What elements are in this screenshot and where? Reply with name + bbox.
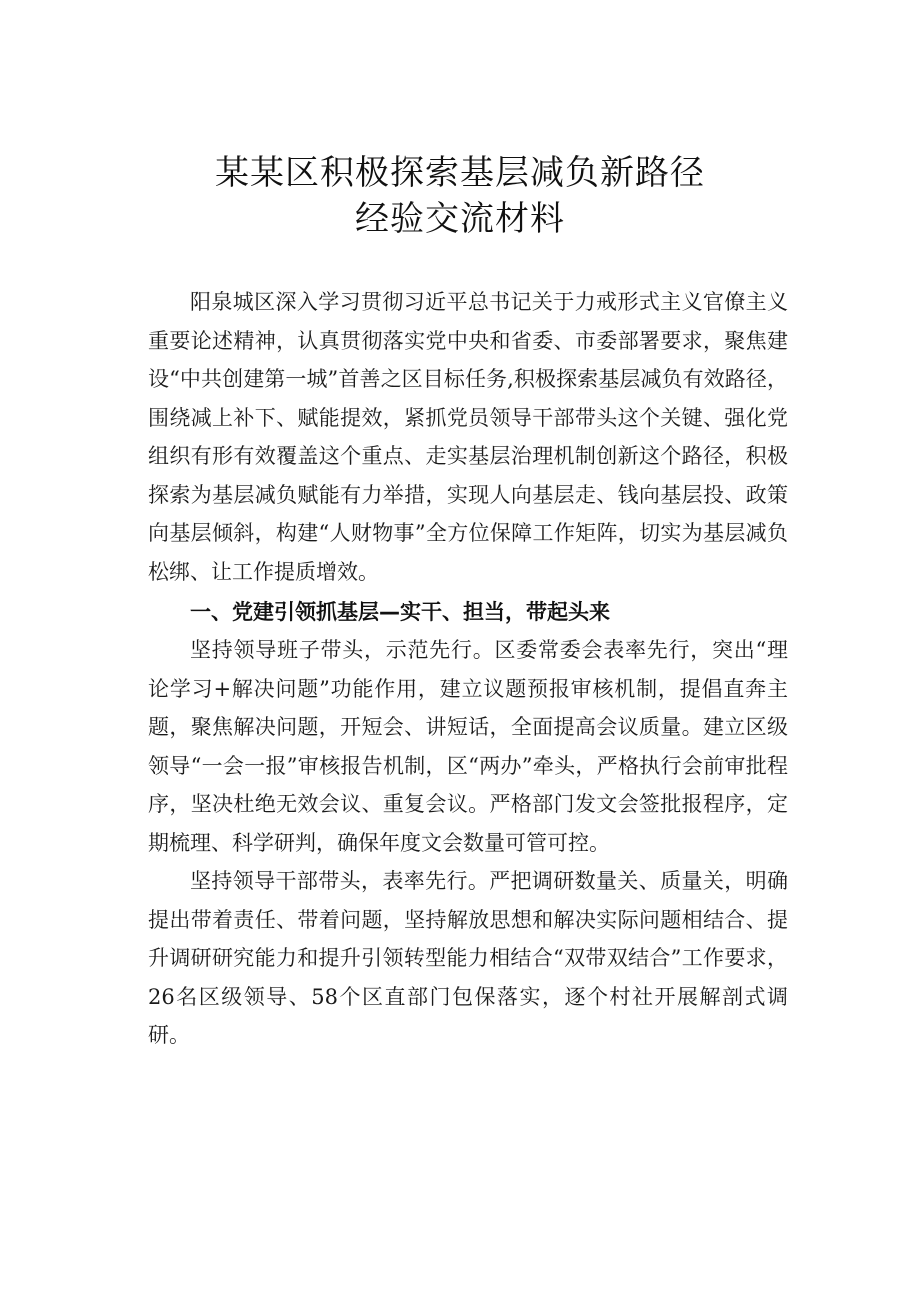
intro-paragraph: 阳泉城区深入学习贯彻习近平总书记关于力戒形式主义官僚主义重要论述精神，认真贯彻落实党中央和省委、市委部署要求，聚焦建设“中共创建第一城”首善之区目标任务,积极探索基层减负有效路径，围绕减上补下、赋能提效，紧抓党员领导干部带头这个关键、强化党组织有形有效覆盖这个重点、走实基层治理机制创新这个路径，积极探索为基层减负赋能有力举措，实现人向基层走、钱向基层投、政策向基层倾斜，构建“人财物事”全方位保障工作矩阵，切实为基层减负松绑、让工作提质增效。	[148, 290, 788, 584]
document-body	[148, 283, 788, 1055]
document-title	[0, 150, 920, 242]
title-line-2: 经验交流材料	[355, 199, 565, 239]
title-line-1: 某某区积极探索基层减负新路径	[215, 153, 705, 193]
section-1-paragraph-1: 坚持领导班子带头，示范先行。区委常委会表率先行，突出“理论学习+解决问题”功能作用，建立议题预报审核机制，提倡直奔主题，聚焦解决问题，开短会、讲短话，全面提高会议质量。建立区级领导“一会一报”审核报告机制，区“两办”牵头，严格执行会前审批程序，坚决杜绝无效会议、重复会议。严格部门发文会签批报程序，定期梳理、科学研判，确保年度文会数量可管可控。	[148, 638, 788, 855]
section-1-paragraph-2: 坚持领导干部带头，表率先行。严把调研数量关、质量关，明确提出带着责任、带着问题，坚持解放思想和解决实际问题相结合、提升调研研究能力和提升引领转型能力相结合“双带双结合”工作要求，26名区级领导、58个区直部门包保落实，逐个村社开展解剖式调研。	[148, 869, 788, 1047]
section-heading-1: 一、党建引领抓基层—实干、担当，带起头来	[190, 600, 610, 624]
